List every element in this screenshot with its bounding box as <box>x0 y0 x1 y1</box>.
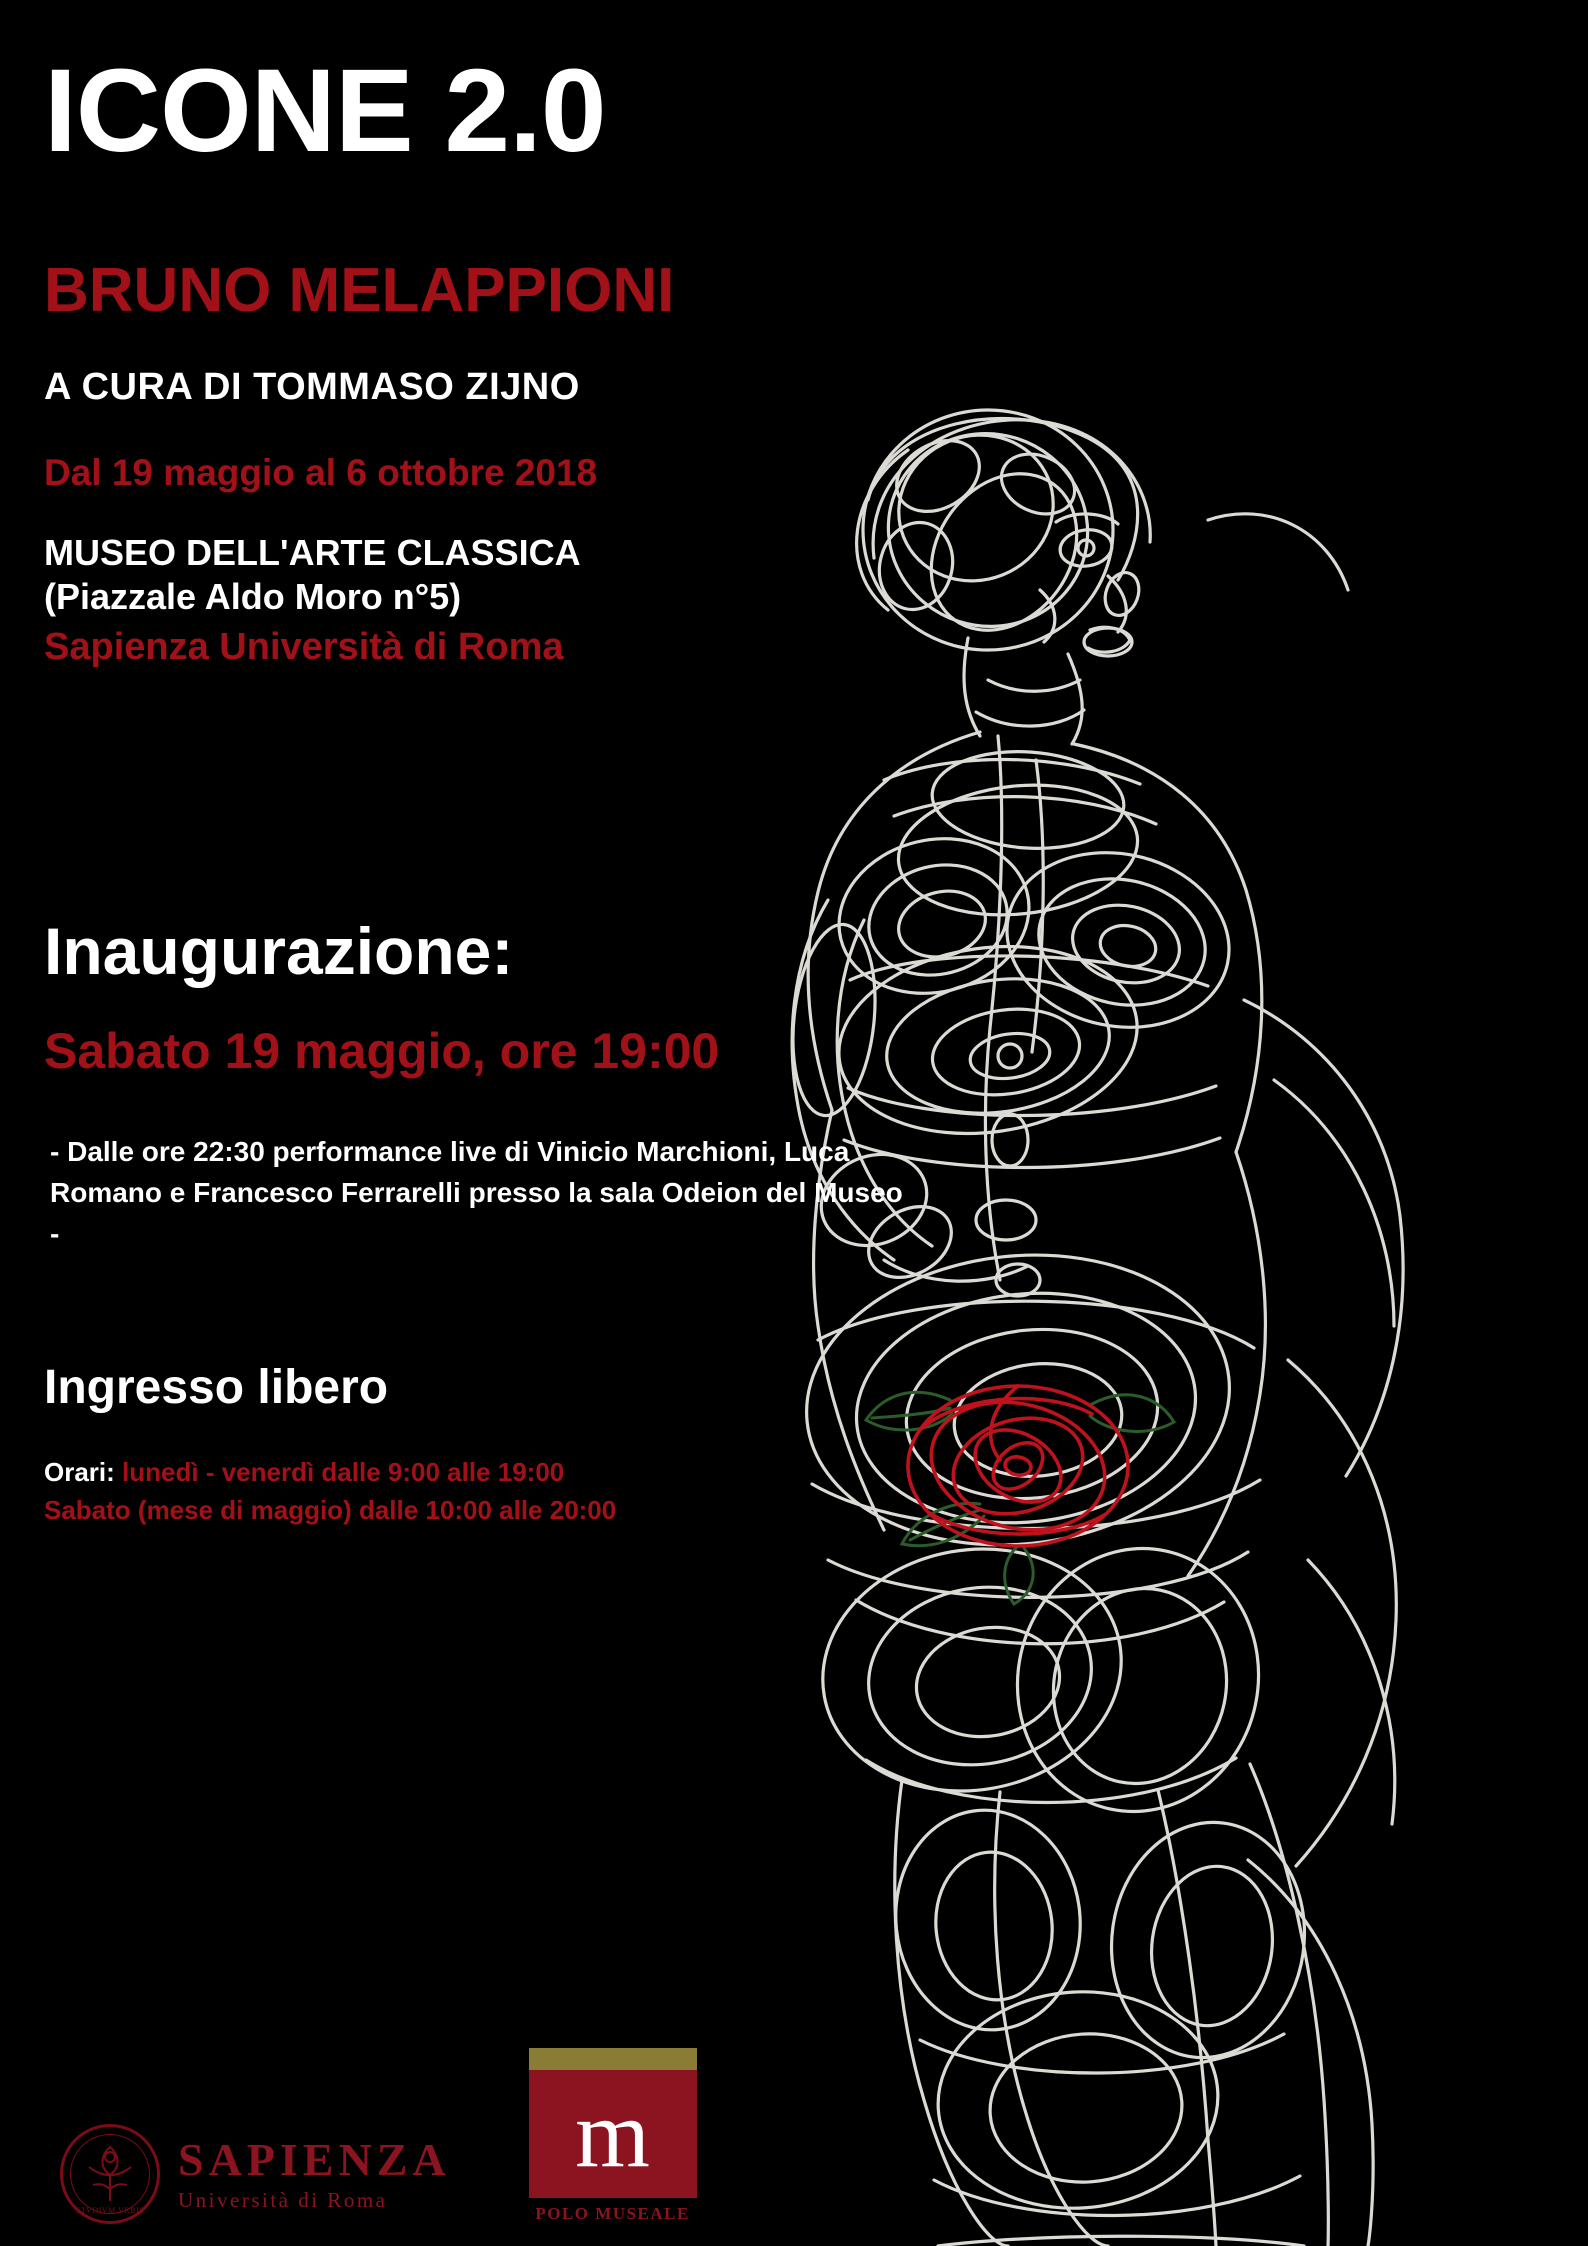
hours-line-1 <box>44 1454 904 1492</box>
hours-saturday: Sabato (mese di maggio) dalle 10:00 alle 20:00 <box>44 1494 617 1525</box>
sapienza-subtitle: Università di Roma <box>178 2188 388 2212</box>
sapienza-name: SAPIENZA <box>178 2134 451 2185</box>
poster-text-block <box>44 0 904 1530</box>
polo-caption: POLO MUSEALE <box>535 2204 690 2223</box>
opening-hours <box>44 1454 904 1529</box>
page-title: ICONE 2.0 <box>44 45 606 177</box>
footer-logos <box>60 2048 697 2224</box>
svg-text:STVDIVM VRBIS: STVDIVM VRBIS <box>75 2206 145 2215</box>
opening-datetime: Sabato 19 maggio, ore 19:00 <box>44 1023 720 1080</box>
sapienza-wordmark <box>178 2134 451 2212</box>
sapienza-logo <box>60 2124 451 2224</box>
polo-museale-logo <box>529 2048 697 2224</box>
venue-block <box>44 531 904 619</box>
curator-line: A CURA DI TOMMASO ZIJNO <box>44 366 580 408</box>
venue-line-1: MUSEO DELL'ARTE CLASSICA <box>44 532 581 573</box>
university-name: Sapienza Università di Roma <box>44 625 564 668</box>
polo-letter: m <box>575 2080 650 2187</box>
exhibition-dates: Dal 19 maggio al 6 ottobre 2018 <box>44 452 598 493</box>
rose-detail <box>866 1385 1174 1604</box>
sapienza-seal-icon <box>60 2124 160 2224</box>
venue-line-2: (Piazzale Aldo Moro n°5) <box>44 575 462 617</box>
hours-weekdays: lunedì - venerdì dalle 9:00 alle 19:00 <box>122 1457 565 1488</box>
opening-label: Inaugurazione: <box>44 914 514 989</box>
polo-museale-mark <box>529 2048 697 2198</box>
performance-note: - Dalle ore 22:30 performance live di Vinicio Marchioni, Luca Romano e Francesco Ferrarelli presso la sala Odeion del Museo - <box>50 1136 903 1249</box>
artist-name: BRUNO MELAPPIONI <box>44 256 675 325</box>
free-entry-label: Ingresso libero <box>44 1361 389 1415</box>
hours-label: Orari: <box>44 1457 115 1488</box>
